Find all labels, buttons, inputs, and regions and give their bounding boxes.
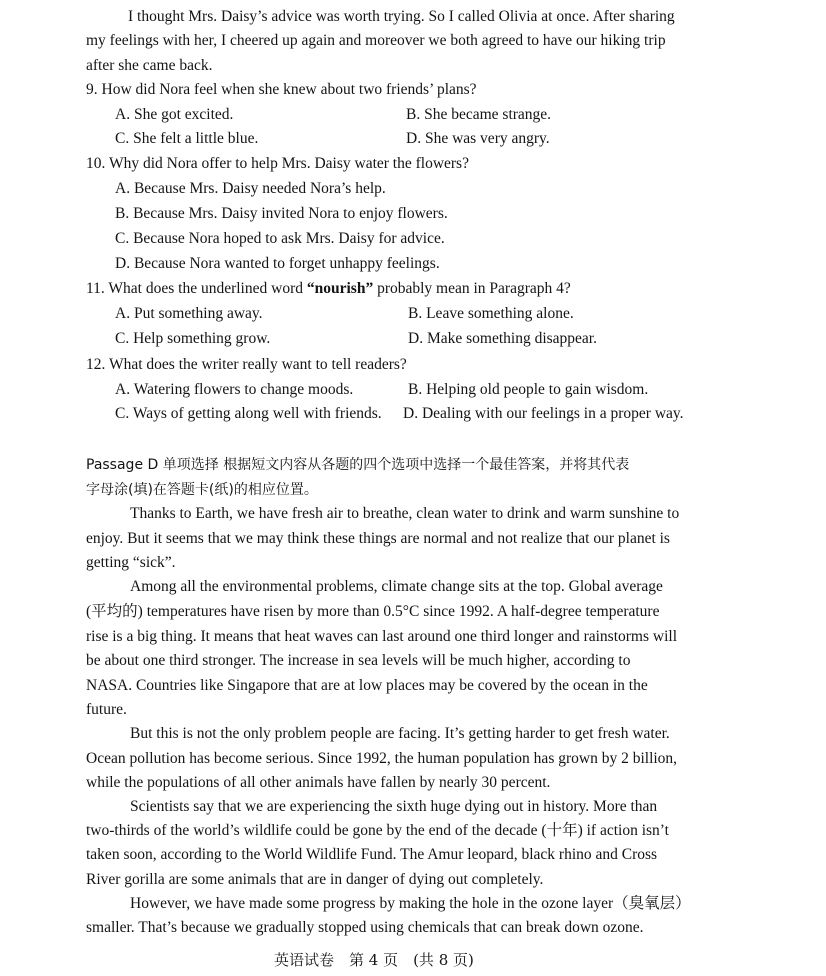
passage-line: taken soon, according to the World Wildlife Fund. The Amur leopard, black rhino and Cross [86,846,658,863]
option-11d [408,329,597,349]
passage-line: getting “sick”. [86,554,176,571]
option-11a [115,304,263,324]
passage-line: Ocean pollution has become serious. Since 1992, the human population has grown by 2 billion, [86,750,678,767]
option-9c [115,129,258,149]
question-10 [86,154,469,174]
option-letter: D. [408,330,424,347]
question-number: 12. [86,356,106,373]
option-text: Because Mrs. Daisy needed Nora’s help. [133,180,386,197]
option-9a [115,105,233,125]
option-text: Leave something alone. [426,305,574,322]
option-letter: D. [406,130,422,147]
question-text: What does the underlined word [108,280,307,297]
question-text: What does the writer really want to tell readers? [108,356,407,373]
option-text: She was very angry. [424,130,550,147]
option-letter: C. [115,405,130,422]
question-number: 9. [86,81,98,98]
option-10c [115,229,445,249]
option-text: Put something away. [133,305,263,322]
passage-line: enjoy. But it seems that we may think these things are normal and not realize that our planet is [86,530,670,547]
option-text: Help something grow. [133,330,271,347]
option-letter: B. [408,381,423,398]
option-text: Because Nora wanted to forget unhappy feelings. [133,255,440,272]
passage-line: future. [86,701,127,718]
option-letter: C. [115,330,130,347]
option-text: She became strange. [424,106,552,123]
option-letter: B. [115,205,130,222]
option-9d [406,129,550,149]
option-letter: B. [408,305,423,322]
option-11b [408,304,574,324]
option-9b [406,105,551,125]
option-letter: B. [406,106,421,123]
question-9 [86,80,477,100]
option-10a [115,179,386,199]
passage-line: Thanks to Earth, we have fresh air to breathe, clean water to drink and warm sunshine to [130,505,680,522]
passage-line: two-thirds of the world’s wildlife could be gone by the end of the decade (十年) if action isn’t [86,822,669,839]
passage-d-instructions: Passage D 单项选择 根据短文内容从各题的四个选项中选择一个最佳答案，并将其代表 [86,457,630,473]
option-letter: D. [403,405,419,422]
paragraph-line: I thought Mrs. Daisy’s advice was worth trying. So I called Olivia at once. After sharing [128,8,675,25]
option-letter: D. [115,255,131,272]
question-text: How did Nora feel when she knew about two friends’ plans? [101,81,477,98]
question-text: Why did Nora offer to help Mrs. Daisy water the flowers? [108,155,469,172]
passage-line: (平均的) temperatures have risen by more than 0.5°C since 1992. A half-degree temperature [86,603,660,620]
page-footer: 英语试卷 第 4 页 (共 8 页) [274,951,474,969]
passage-line: However, we have made some progress by making the hole in the ozone layer（臭氧层） [130,895,691,912]
paragraph-line: after she came back. [86,57,213,74]
question-text: probably mean in Paragraph 4? [373,280,571,297]
passage-line: But this is not the only problem people are facing. It’s getting harder to get fresh water. [130,725,670,742]
passage-line: NASA. Countries like Singapore that are at low places may be covered by the ocean in the [86,677,648,694]
option-10d [115,254,440,274]
option-12d [403,404,684,424]
passage-line: Among all the environmental problems, climate change sits at the top. Global average [130,578,663,595]
passage-d-instructions: 字母涂(填)在答题卡(纸)的相应位置。 [86,482,318,498]
option-text: Because Nora hoped to ask Mrs. Daisy for advice. [133,230,445,247]
question-11 [86,279,571,299]
passage-line: River gorilla are some animals that are in danger of dying out completely. [86,871,544,888]
question-number: 10. [86,155,106,172]
passage-line: Scientists say that we are experiencing the sixth huge dying out in history. More than [130,798,658,815]
paragraph-line: my feelings with her, I cheered up again and moreover we both agreed to have our hiking trip [86,32,666,49]
option-letter: A. [115,381,131,398]
option-12c [115,404,382,424]
option-text: Because Mrs. Daisy invited Nora to enjoy flowers. [133,205,448,222]
option-text: Ways of getting along well with friends. [132,405,382,422]
option-12a [115,380,353,400]
option-11c [115,329,270,349]
passage-line: while the populations of all other animals have fallen by nearly 30 percent. [86,774,551,791]
option-letter: A. [115,106,131,123]
option-letter: C. [115,130,130,147]
option-text: Watering flowers to change moods. [133,381,354,398]
keyword-nourish: “nourish” [306,280,374,297]
option-letter: A. [115,180,131,197]
passage-line: rise is a big thing. It means that heat waves can last around one third longer and rainstorms will [86,628,678,645]
passage-line: be about one third stronger. The increase in sea levels will be much higher, according to [86,652,631,669]
option-text: She felt a little blue. [133,130,259,147]
passage-line: smaller. That’s because we gradually stopped using chemicals that can break down ozone. [86,919,644,936]
option-letter: C. [115,230,130,247]
question-12 [86,355,407,375]
option-text: Dealing with our feelings in a proper way. [421,405,684,422]
option-text: She got excited. [133,106,234,123]
option-10b [115,204,448,224]
option-12b [408,380,648,400]
option-letter: A. [115,305,131,322]
option-text: Make something disappear. [426,330,597,347]
question-number: 11. [86,280,105,297]
option-text: Helping old people to gain wisdom. [426,381,649,398]
